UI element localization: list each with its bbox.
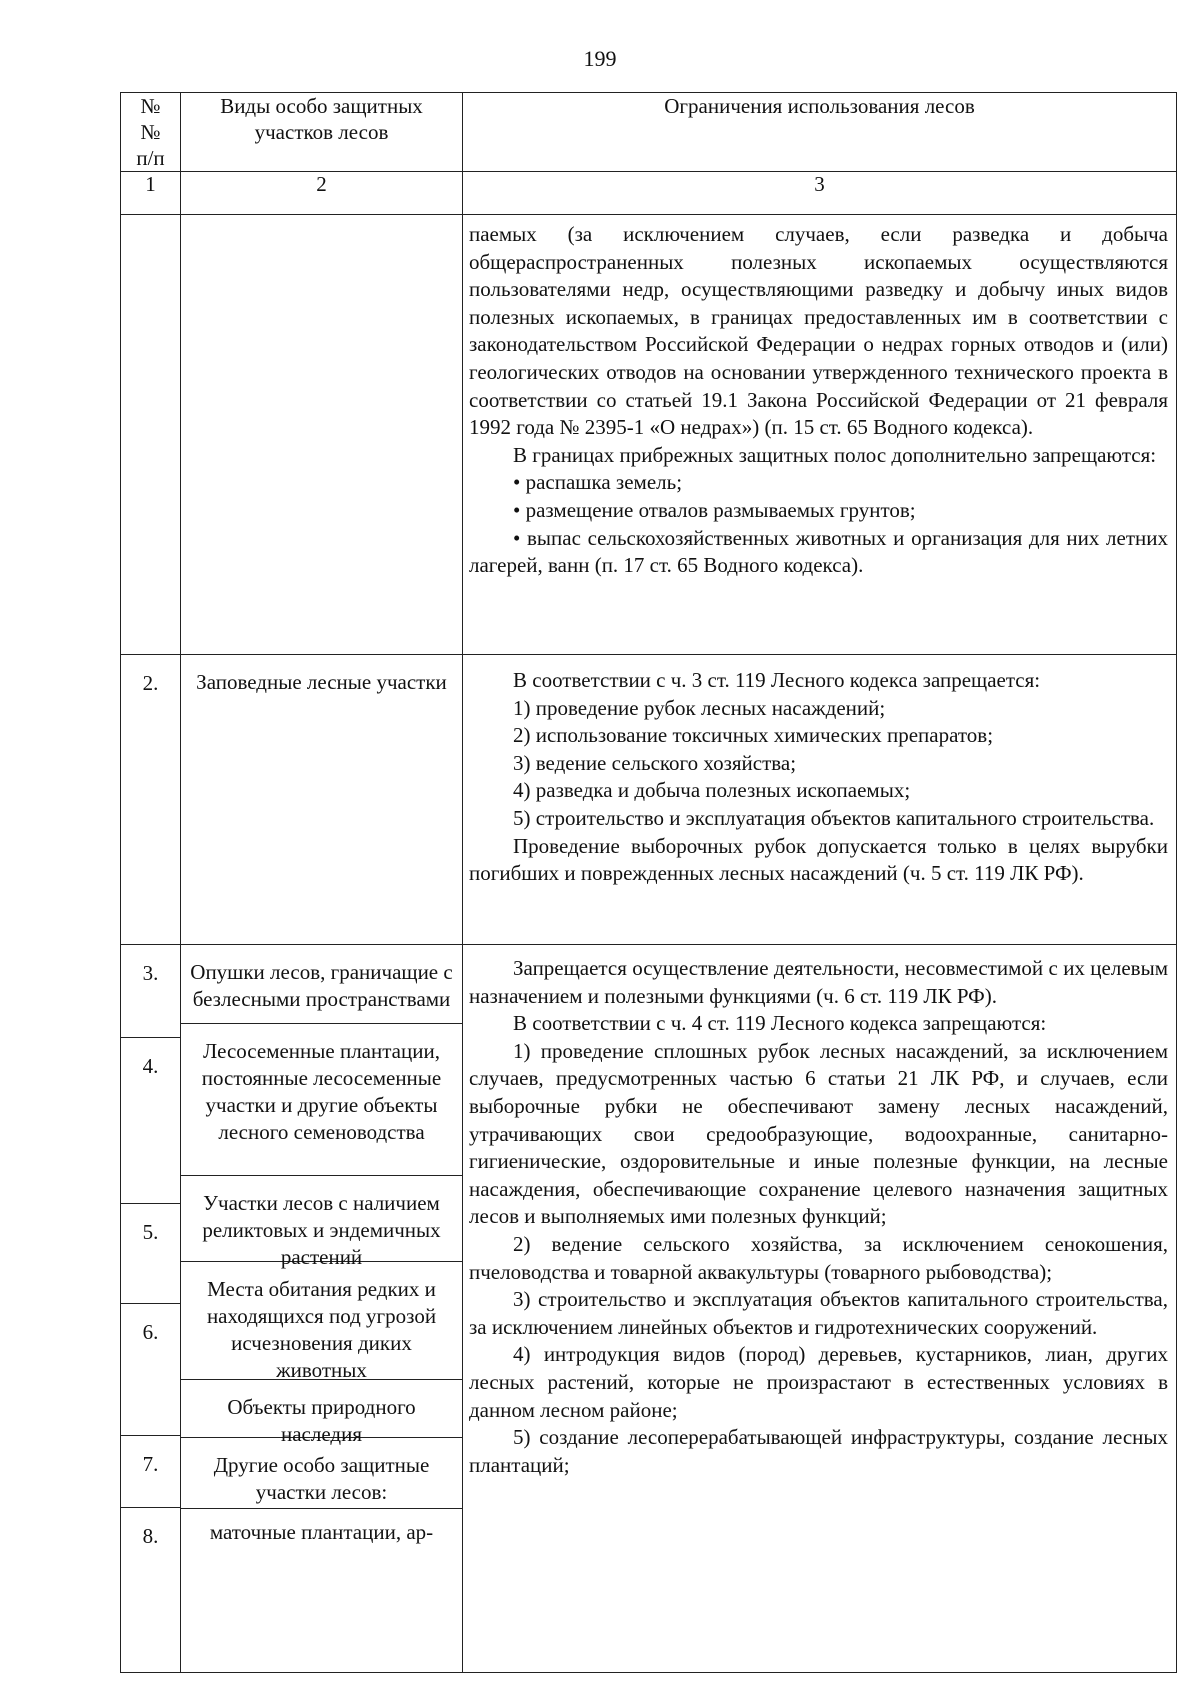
header-number: №№ п/п [121, 93, 181, 172]
restrictions-cell [463, 945, 1177, 1673]
column-number-row [121, 172, 1177, 215]
paragraph: паемых (за исключением случаев, если разведка и добыча общераспространенных полезных ископаемых осуществляются пользователями недр, осуществляющими разведку и добычу иных видов полезных ископаемых, в границах предоставленных им в соответствии с законодательством Российской Федерации о недрах горных отводов и (или) геологических отводов на основании утвержденного технического проекта в соответствии со статьей 19.1 Закона Российской Федерации от 21 февраля 1992 года № 2395-1 «О недрах») (п. 15 ст. 65 Водного кодекса). [469, 222, 1168, 440]
forest-area-kind: маточные плантации, ар- [181, 1508, 462, 1545]
paragraph: В соответствии с ч. 3 ст. 119 Лесного кодекса запрещается: [513, 668, 1041, 692]
row-number: 6. [121, 1303, 180, 1435]
list-item: 2) ведение сельского хозяйства, за исключением сенокошения, пчеловодства и товарной аквакультуры (товарного рыбоводства); [469, 1231, 1168, 1284]
paragraph: Проведение выборочных рубок допускается только в целях вырубки погибших и поврежденных лесных насаждений (ч. 5 ст. 119 ЛК РФ). [469, 833, 1168, 886]
list-item: 1) проведение сплошных рубок лесных насаждений, за исключением случаев, предусмотренных частью 6 статьи 21 ЛК РФ, и случаев, если выборочные рубки не обеспечивают замену лесных насаждений, утрачивающих свои средообразующие, водоохранные, санитарно-гигиенические, оздоровительные и иные полезные функции, на лесные насаждения, обеспечивающие сохранение целевого назначения защитных лесов и выполняемых ими полезных функций; [469, 1038, 1168, 1229]
forest-area-kind: Лесосеменные плантации, постоянные лесосеменные участки и другие объекты лесного семеноводства [181, 1023, 462, 1175]
list-item: 3) ведение сельского хозяйства; [513, 750, 797, 775]
list-item: 4) интродукция видов (пород) деревьев, кустарников, лиан, других лесных растений, которые не произрастают в естественных условиях в данном лесном районе; [469, 1342, 1168, 1422]
forest-area-kind: Заповедные лесные участки [181, 655, 463, 945]
row-number: 8. [121, 1507, 180, 1672]
row-number: 5. [121, 1203, 180, 1303]
table-row-continuation [121, 215, 1177, 655]
list-item: 1) проведение рубок лесных насаждений; [513, 695, 886, 720]
row-number: 3. [142, 961, 159, 985]
list-item: 5) строительство и эксплуатация объектов капитального строительства. [513, 805, 1155, 830]
table-row-group [121, 945, 1177, 1673]
restrictions-cell [463, 215, 1177, 655]
forest-area-kind: Другие особо защитные участки лесов: [181, 1437, 462, 1508]
forest-area-kind: Объекты природного наследия [181, 1379, 462, 1437]
column-number-1: 1 [121, 172, 181, 215]
page-number: 199 [583, 46, 617, 71]
paragraph: В границах прибрежных защитных полос дополнительно запрещаются: [513, 442, 1157, 467]
column-number-3: 3 [463, 172, 1177, 215]
list-item: • размещение отвалов размываемых грунтов; [513, 497, 916, 522]
list-item: 2) использование токсичных химических препаратов; [513, 723, 994, 748]
row-number: 4. [121, 1037, 180, 1203]
paragraph: В соответствии с ч. 4 ст. 119 Лесного кодекса запрещаются: [513, 1011, 1047, 1036]
list-item: • распашка земель; [513, 470, 683, 495]
paragraph: Запрещается осуществление деятельности, несовместимой с их целевым назначением и полезными функциями (ч. 6 ст. 119 ЛК РФ). [469, 956, 1168, 1008]
restrictions-cell [463, 655, 1177, 945]
list-item: 3) строительство и эксплуатация объектов капитального строительства, за исключением линейных объектов и гидротехнических сооружений. [469, 1287, 1168, 1339]
table-header-row [121, 93, 1177, 172]
list-item: 5) создание лесоперерабатывающей инфраструктуры, создание лесных плантаций; [469, 1425, 1168, 1477]
row-number: 2. [121, 655, 181, 945]
forest-area-kind: Участки лесов с наличием реликтовых и эндемичных растений [181, 1175, 462, 1261]
forest-area-kind: Места обитания редких и находящихся под угрозой исчезновения диких животных [181, 1261, 462, 1379]
restrictions-table [120, 92, 1177, 1673]
header-kind: Виды особо защитных участков лесов [181, 93, 463, 172]
list-item: • выпас сельскохозяйственных животных и организация для них летних лагерей, ванн (п. 17 ст. 65 Водного кодекса). [469, 525, 1168, 578]
forest-area-kind: Опушки лесов, граничащие с безлесными пространствами [190, 960, 453, 1011]
header-restrictions: Ограничения использования лесов [463, 93, 1177, 172]
list-item: 4) разведка и добыча полезных ископаемых; [513, 778, 911, 803]
row-number: 7. [121, 1435, 180, 1507]
column-number-2: 2 [181, 172, 463, 215]
table-row [121, 655, 1177, 945]
